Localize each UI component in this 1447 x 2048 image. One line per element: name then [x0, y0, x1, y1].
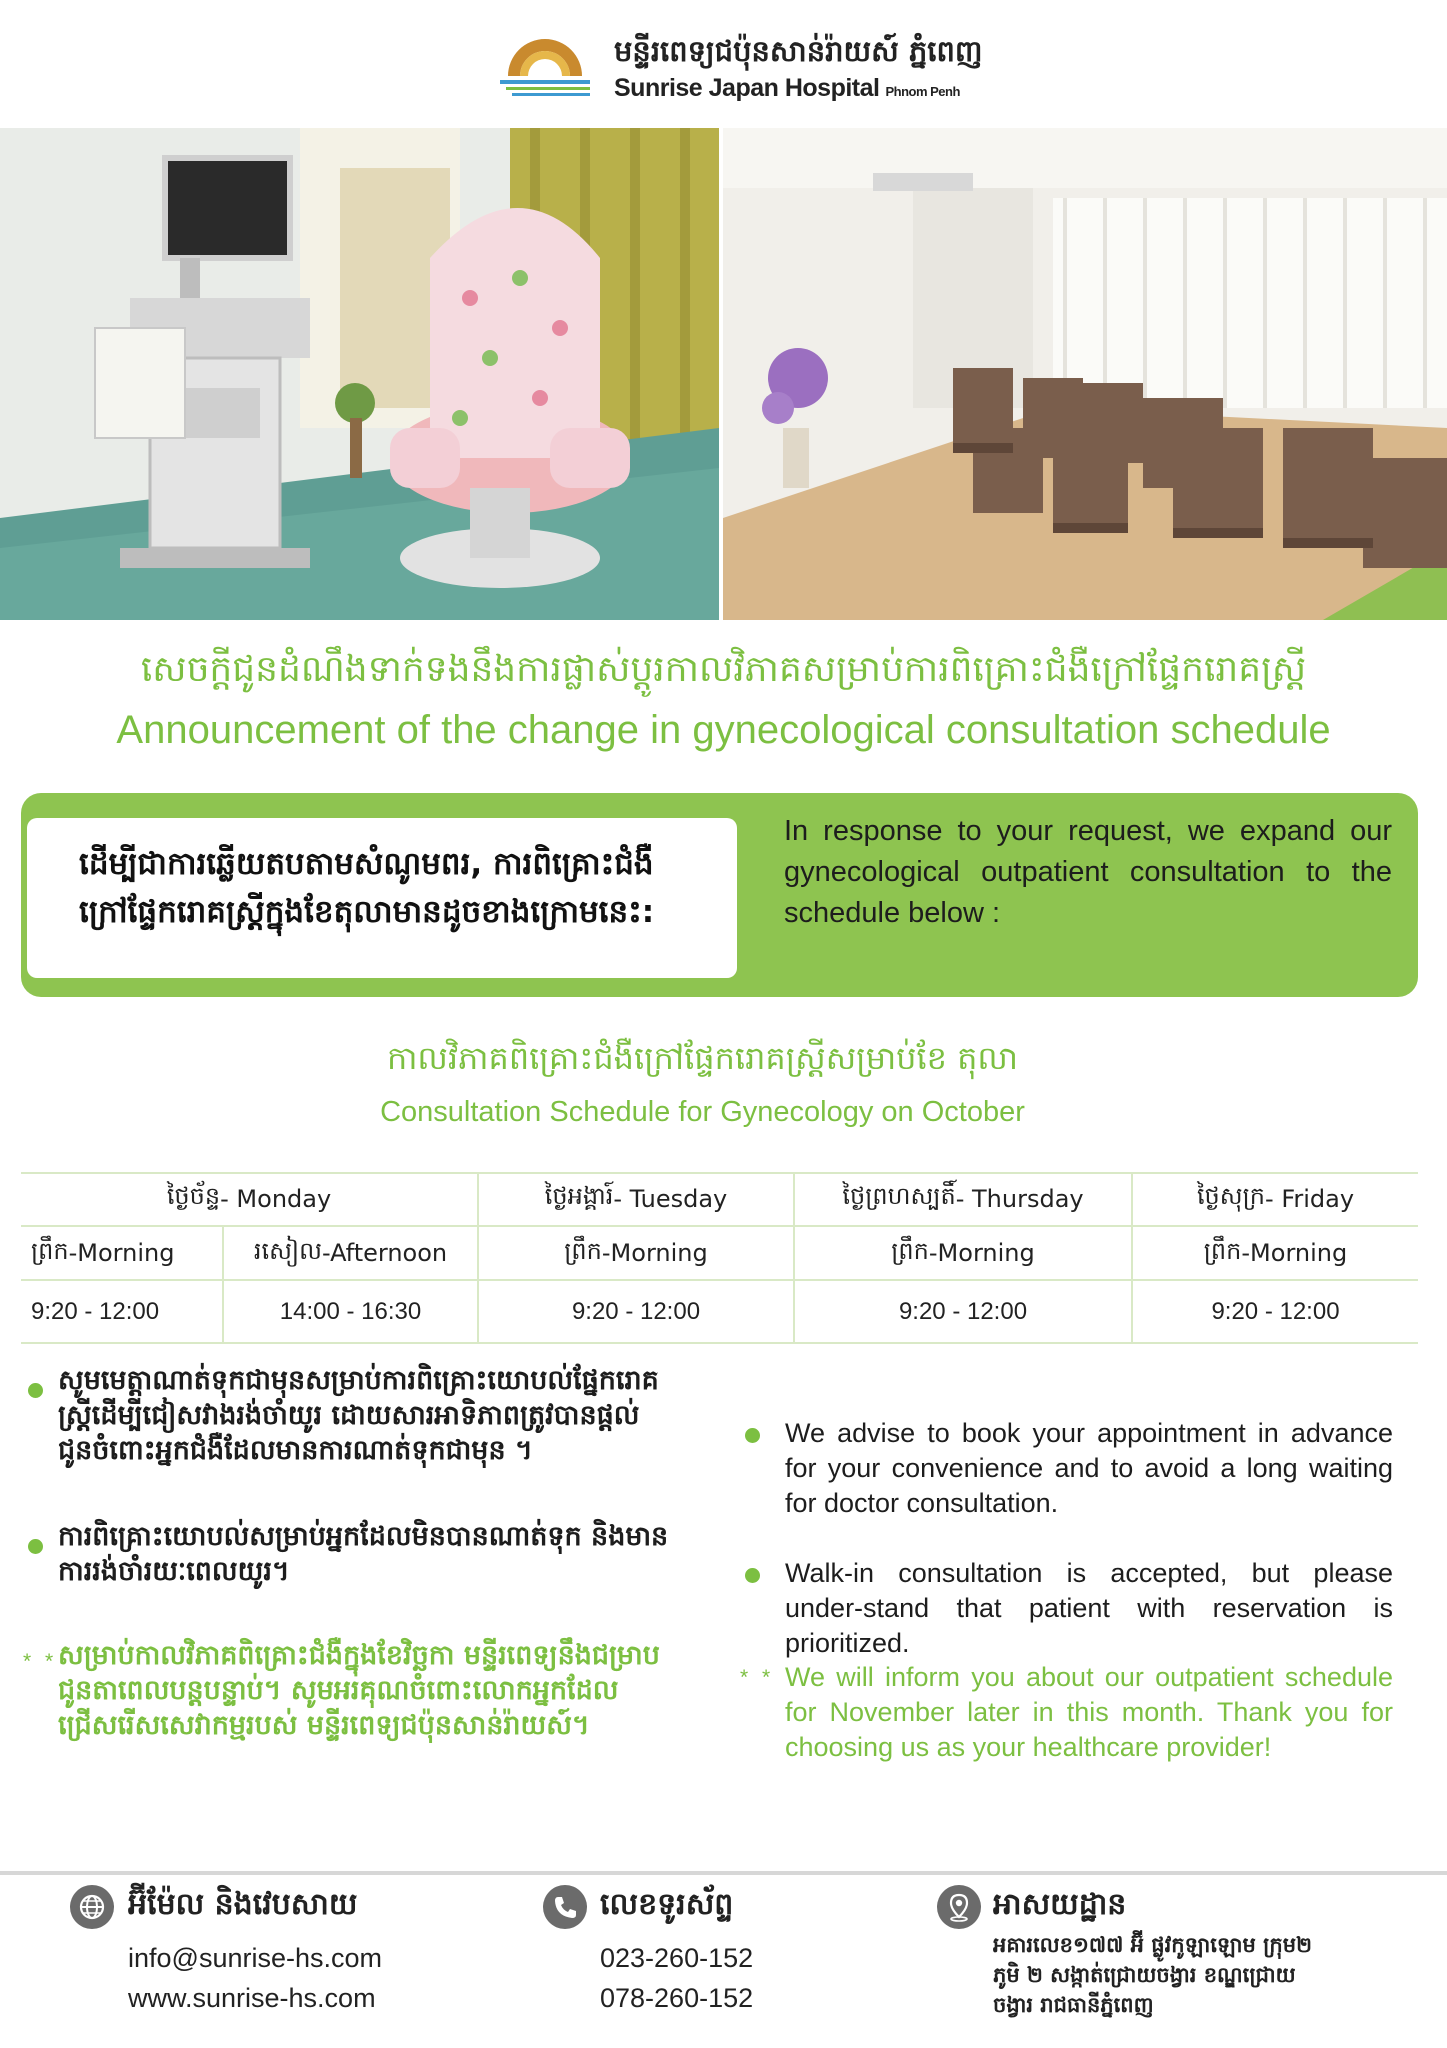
session-monday-morning	[21, 1227, 222, 1279]
note-english-november: We will inform you about our outpatient schedule for November later in this month. Thank you for choosing us as your healthcare provider!	[785, 1662, 1393, 1762]
session-en: -Morning	[1241, 1239, 1348, 1267]
time-friday-morning: 9:20 - 12:00	[1211, 1297, 1340, 1325]
session-kh: ព្រឹក	[31, 1236, 69, 1265]
time-thursday-morning: 9:20 - 12:00	[898, 1297, 1028, 1325]
session-tuesday-morning	[479, 1227, 793, 1279]
day-kh: ថ្ងៃសុក្រ	[1196, 1182, 1266, 1210]
sunrise-logo-icon	[500, 36, 590, 102]
schedule-title-english: Consultation Schedule for Gynecology on October	[380, 1096, 1025, 1128]
day-kh: ថ្ងៃអង្គារ៍	[544, 1182, 614, 1210]
day-en: - Friday	[1265, 1184, 1355, 1213]
day-monday	[21, 1172, 477, 1225]
intro-khmer-panel	[27, 818, 737, 978]
logo-khmer-name: មន្ទីរពេទ្យជប៉ុនសាន់រ៉ាយស៍ ភ្នំពេញ	[614, 34, 983, 68]
footer-phone-heading: លេខទូរស័ព្ទ	[600, 1887, 734, 1922]
day-tuesday	[479, 1172, 793, 1225]
logo-city: Phnom Penh	[885, 84, 960, 99]
footer-email[interactable]: info@sunrise-hs.com	[128, 1943, 382, 1973]
day-en: - Tuesday	[613, 1184, 728, 1213]
day-friday	[1133, 1172, 1418, 1225]
intro-khmer-line2: ក្រៅផ្ទែករោគស្ត្រីក្នុងខែតុលាមានដូចខាងក្រោមនេះ:	[79, 894, 655, 930]
address-line: អគារលេខ១៧៧ អ៊ី ផ្លូវកូឡាឡោម ក្រុម២	[993, 1933, 1312, 1957]
session-thursday-morning	[795, 1227, 1131, 1279]
bullet-dot	[28, 1539, 43, 1554]
note-line: ជូនតាពេលបន្តបន្ទាប់។ សូមអរគុណចំពោះលោកអ្នកដែល	[58, 1675, 619, 1706]
note-khmer-november	[58, 1638, 718, 1743]
footer-phone-1[interactable]: 023-260-152	[600, 1943, 754, 1973]
exam-room-photo	[0, 128, 719, 620]
waiting-room-photo	[723, 128, 1447, 620]
time-monday-morning: 9:20 - 12:00	[31, 1297, 160, 1325]
note-english-booking: We advise to book your appointment in advance for your convenience and to avoid a long waiting for doctor consultation.	[785, 1418, 1393, 1518]
note-khmer-walkin	[58, 1519, 718, 1589]
footer-divider	[0, 1871, 1447, 1875]
bullet-dot	[745, 1428, 760, 1443]
intro-khmer-text	[79, 840, 654, 936]
day-kh: ថ្ងៃច័ន្ទ	[166, 1182, 221, 1210]
note-line: ការពិគ្រោះយោបល់សម្រាប់អ្នកដែលមិនបានណាត់ទុក និងមាន	[58, 1521, 669, 1552]
session-monday-afternoon	[224, 1227, 477, 1279]
footer-website[interactable]: www.sunrise-hs.com	[128, 1983, 376, 2013]
day-en: - Monday	[220, 1184, 332, 1213]
session-friday-morning	[1133, 1227, 1418, 1279]
session-kh: ព្រឹក	[564, 1236, 602, 1265]
table-rule	[21, 1342, 1418, 1344]
note-khmer-booking	[58, 1363, 718, 1468]
session-kh: ព្រឹក	[891, 1236, 929, 1265]
note-line: ជូនចំពោះអ្នកជំងឺដែលមានការណាត់ទុកជាមុន ។	[58, 1435, 533, 1466]
time-monday-afternoon: 14:00 - 16:30	[279, 1297, 422, 1325]
globe-icon	[70, 1885, 114, 1929]
session-en: -Afternoon	[321, 1239, 448, 1267]
note-asterisks: * *	[23, 1650, 58, 1673]
intro-english-text: In response to your request, we expand our gynecological outpatient consultation to the schedule below :	[784, 815, 1392, 929]
day-en: - Thursday	[955, 1184, 1084, 1213]
footer-phone-2[interactable]: 078-260-152	[600, 1983, 754, 2013]
intro-khmer-line1: ដើម្បីជាការឆ្លើយតបតាមសំណូមពរ, ការពិគ្រោះជំងឺ	[79, 846, 654, 882]
note-line: ការរង់ចាំរយៈពេលយូរ។	[58, 1556, 290, 1587]
footer-web-heading: អ៊ីម៉ែល និងវេបសាយ	[128, 1887, 358, 1922]
logo-english-text: Sunrise Japan Hospital	[614, 74, 880, 102]
bullet-dot	[28, 1383, 43, 1398]
logo-english-name	[614, 74, 960, 103]
session-kh: ព្រឹក	[1203, 1236, 1242, 1265]
hospital-logo[interactable]	[500, 30, 983, 115]
time-tuesday-morning: 9:20 - 12:00	[571, 1297, 701, 1325]
session-en: -Morning	[928, 1239, 1035, 1267]
footer-address-heading: អាសយដ្ឋាន	[993, 1887, 1127, 1922]
session-kh: រសៀល	[253, 1236, 322, 1265]
address-line: ភូមិ ២ សង្កាត់ជ្រោយចង្វារ ខណ្ឌជ្រោយ	[993, 1963, 1296, 1987]
note-asterisks: * *	[740, 1666, 775, 1689]
note-english-walkin: Walk-in consultation is accepted, but please under-stand that patient with reservation is prioritized.	[785, 1558, 1393, 1658]
note-line: សម្រាប់កាលវិភាគពិគ្រោះជំងឺក្នុងខែវិច្ឆកា មន្ទីរពេទ្យនឹងជម្រាប	[58, 1640, 660, 1671]
note-line: ជ្រើសរើសសេវាកម្មរបស់ មន្ទីរពេទ្យជប៉ុនសាន់រ៉ាយស៍។	[58, 1710, 590, 1741]
session-en: -Morning	[601, 1239, 708, 1267]
note-line: សូមមេត្តាណាត់ទុកជាមុនសម្រាប់ការពិគ្រោះយោបល់ផ្នែករោគ	[58, 1365, 659, 1396]
note-line: ស្ត្រីដើម្បីជៀសវាងរង់ចាំយូរ ដោយសារអាទិភាពត្រូវបានផ្តល់	[58, 1400, 640, 1431]
announcement-title-english: Announcement of the change in gynecological consultation schedule	[116, 708, 1331, 752]
photo-banner	[0, 128, 1447, 620]
day-thursday	[795, 1172, 1131, 1225]
announcement-title-khmer: សេចក្តីជូនដំណឹងទាក់ទងនឹងការផ្លាស់ប្តូរកាលវិភាគសម្រាប់ការពិគ្រោះជំងឺក្រៅផ្ទែករោគស្ត្រី	[140, 649, 1307, 690]
address-line: ចង្វារ រាជធានីភ្នំពេញ	[993, 1993, 1154, 2017]
bullet-dot	[745, 1568, 760, 1583]
location-pin-icon	[937, 1885, 981, 1929]
phone-icon	[543, 1885, 587, 1929]
day-kh: ថ្ងៃព្រហស្បតិ៍	[842, 1182, 956, 1210]
schedule-title-khmer: កាលវិភាគពិគ្រោះជំងឺក្រៅផ្ទែករោគស្ត្រីសម្រាប់ខែ តុលា	[386, 1039, 1019, 1077]
header	[0, 0, 1447, 128]
footer-address	[993, 1930, 1312, 2020]
session-en: -Morning	[68, 1239, 175, 1267]
